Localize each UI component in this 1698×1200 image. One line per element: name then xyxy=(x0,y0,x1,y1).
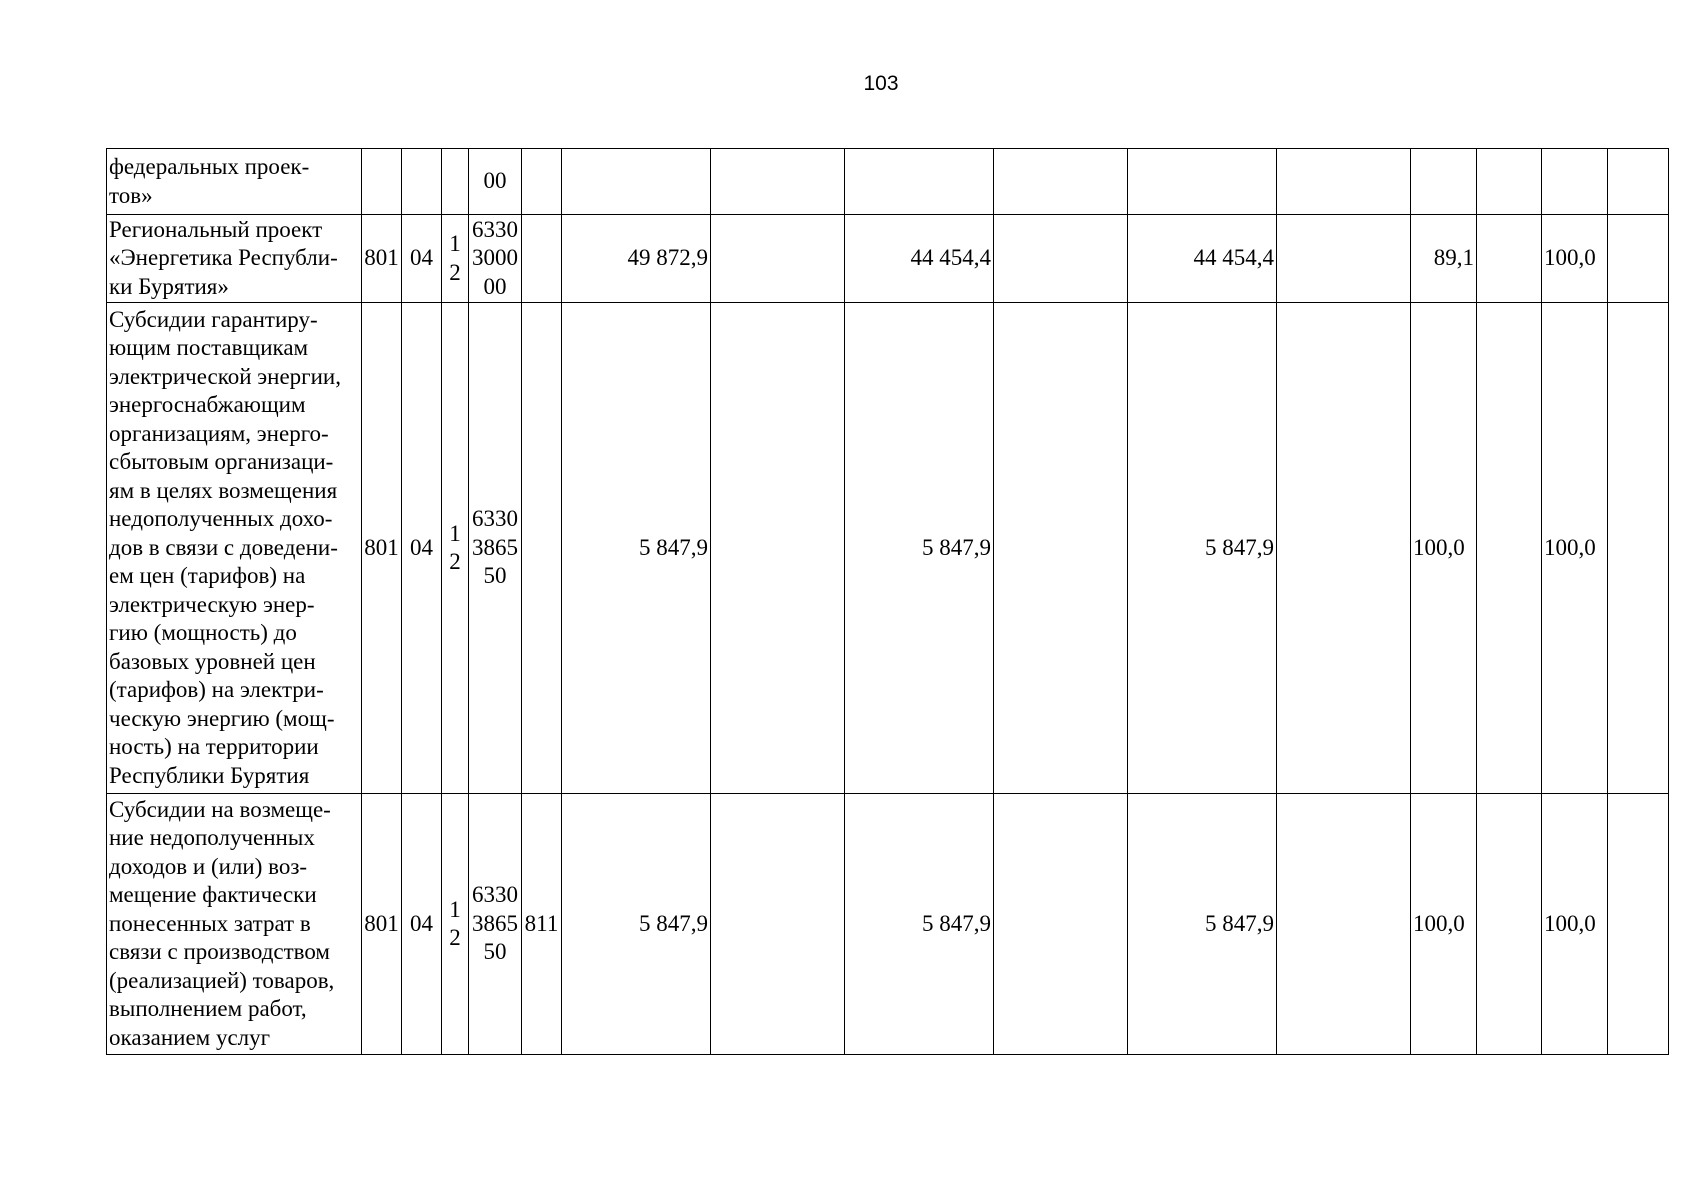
page-number: 103 xyxy=(863,72,899,95)
value-cell: 5 847,9 xyxy=(1128,794,1277,1055)
value-cell: 5 847,9 xyxy=(845,303,994,794)
value-cell: 5 847,9 xyxy=(562,303,711,794)
csr-line: 3865 xyxy=(472,534,518,560)
row-name xyxy=(107,215,362,303)
empty-cell xyxy=(1608,149,1669,215)
vr-cell xyxy=(522,303,562,794)
value-cell xyxy=(711,794,845,1055)
pr-cell: 12 xyxy=(442,794,469,1055)
value-cell: 5 847,9 xyxy=(562,794,711,1055)
pr-cell xyxy=(442,149,469,215)
row-name-line: электрической энергии, xyxy=(109,363,341,389)
row-name-line: доходов и (или) воз- xyxy=(109,853,308,879)
row-name-line: выполнением работ, xyxy=(109,996,307,1022)
rz-cell: 04 xyxy=(402,215,442,303)
row-name-line: мещение фактически xyxy=(109,882,317,908)
value-cell: 44 454,4 xyxy=(1128,215,1277,303)
value-cell: 5 847,9 xyxy=(845,794,994,1055)
value-cell xyxy=(994,794,1128,1055)
value-cell xyxy=(711,303,845,794)
percent-cell xyxy=(1477,149,1542,215)
grbs-cell: 801 xyxy=(362,794,402,1055)
grbs-cell: 801 xyxy=(362,303,402,794)
percent-cell: 100,0 xyxy=(1411,303,1477,794)
row-name xyxy=(107,303,362,794)
vr-cell: 811 xyxy=(522,794,562,1055)
budget-table xyxy=(106,148,1669,1055)
row-name-line: гию (мощность) до xyxy=(109,620,297,646)
row-name-line: оказанием услуг xyxy=(109,1024,271,1050)
csr-line: 3865 xyxy=(472,910,518,936)
row-name xyxy=(107,794,362,1055)
rz-cell xyxy=(402,149,442,215)
row-name-line: (реализацией) товаров, xyxy=(109,967,335,993)
percent-cell xyxy=(1477,215,1542,303)
row-name-line: сбытовым организаци- xyxy=(109,449,334,475)
percent-cell: 89,1 xyxy=(1411,215,1477,303)
pr-cell: 12 xyxy=(442,215,469,303)
row-name-line: ющим поставщикам xyxy=(109,335,309,361)
row-name-line: ки Бурятия» xyxy=(109,273,229,299)
value-cell xyxy=(1277,303,1411,794)
value-cell xyxy=(1128,149,1277,215)
percent-cell: 100,0 xyxy=(1411,794,1477,1055)
csr-line: 50 xyxy=(483,563,507,589)
value-cell: 5 847,9 xyxy=(1128,303,1277,794)
value-cell xyxy=(994,149,1128,215)
row-name-line: Субсидии на возмеще- xyxy=(109,796,331,822)
csr-line: 3000 xyxy=(472,245,518,271)
row-name-line: ям в целях возмещения xyxy=(109,477,338,503)
csr-line: 00 xyxy=(483,273,507,299)
vr-cell xyxy=(522,215,562,303)
row-name-line: Субсидии гарантиру- xyxy=(109,306,318,332)
csr-line: 50 xyxy=(483,939,507,965)
percent-cell xyxy=(1411,149,1477,215)
percent-cell: 100,0 xyxy=(1542,794,1608,1055)
vr-cell xyxy=(522,149,562,215)
value-cell xyxy=(1277,215,1411,303)
percent-cell: 100,0 xyxy=(1542,215,1608,303)
empty-cell xyxy=(1608,215,1669,303)
value-cell: 49 872,9 xyxy=(562,215,711,303)
table-row xyxy=(107,303,1669,794)
row-name-line: недополученных дохо- xyxy=(109,506,333,532)
row-name-line: (тарифов) на электри- xyxy=(109,677,324,703)
csr-cell xyxy=(469,794,522,1055)
row-name-line: ческую энергию (мощ- xyxy=(109,705,335,731)
value-cell xyxy=(845,149,994,215)
value-cell xyxy=(994,303,1128,794)
row-name-line: связи с производством xyxy=(109,939,330,965)
grbs-cell: 801 xyxy=(362,215,402,303)
row-name-line: ние недополученных xyxy=(109,825,315,851)
value-cell: 44 454,4 xyxy=(845,215,994,303)
value-cell xyxy=(711,149,845,215)
csr-line: 6330 xyxy=(472,216,518,242)
csr-cell: 00 xyxy=(469,149,522,215)
pr-cell: 12 xyxy=(442,303,469,794)
percent-cell xyxy=(1477,794,1542,1055)
value-cell xyxy=(711,215,845,303)
empty-cell xyxy=(1608,794,1669,1055)
row-name xyxy=(107,149,362,215)
csr-cell xyxy=(469,215,522,303)
table-row xyxy=(107,149,1669,215)
row-name-line: организациям, энерго- xyxy=(109,420,329,446)
empty-cell xyxy=(1608,303,1669,794)
csr-line: 6330 xyxy=(472,506,518,532)
csr-line: 6330 xyxy=(472,882,518,908)
value-cell xyxy=(562,149,711,215)
row-name-line: Региональный проект xyxy=(109,216,323,242)
row-name-line: федеральных проек- xyxy=(109,154,310,179)
row-name-line: дов в связи с доведени- xyxy=(109,534,338,560)
value-cell xyxy=(1277,794,1411,1055)
csr-cell xyxy=(469,303,522,794)
row-name-line: базовых уровней цен xyxy=(109,648,316,674)
row-name-line: ность) на территории xyxy=(109,734,319,760)
value-cell xyxy=(994,215,1128,303)
percent-cell: 100,0 xyxy=(1542,303,1608,794)
table-row xyxy=(107,215,1669,303)
percent-cell xyxy=(1477,303,1542,794)
row-name-line: электрическую энер- xyxy=(109,591,315,617)
rz-cell: 04 xyxy=(402,794,442,1055)
row-name-line: Республики Бурятия xyxy=(109,762,310,788)
rz-cell: 04 xyxy=(402,303,442,794)
value-cell xyxy=(1277,149,1411,215)
grbs-cell xyxy=(362,149,402,215)
table-row xyxy=(107,794,1669,1055)
row-name-line: понесенных затрат в xyxy=(109,910,311,936)
percent-cell xyxy=(1542,149,1608,215)
row-name-line: энергоснабжающим xyxy=(109,392,306,418)
row-name-line: «Энергетика Республи- xyxy=(109,245,338,271)
row-name-line: тов» xyxy=(109,182,153,208)
row-name-line: ем цен (тарифов) на xyxy=(109,563,306,589)
